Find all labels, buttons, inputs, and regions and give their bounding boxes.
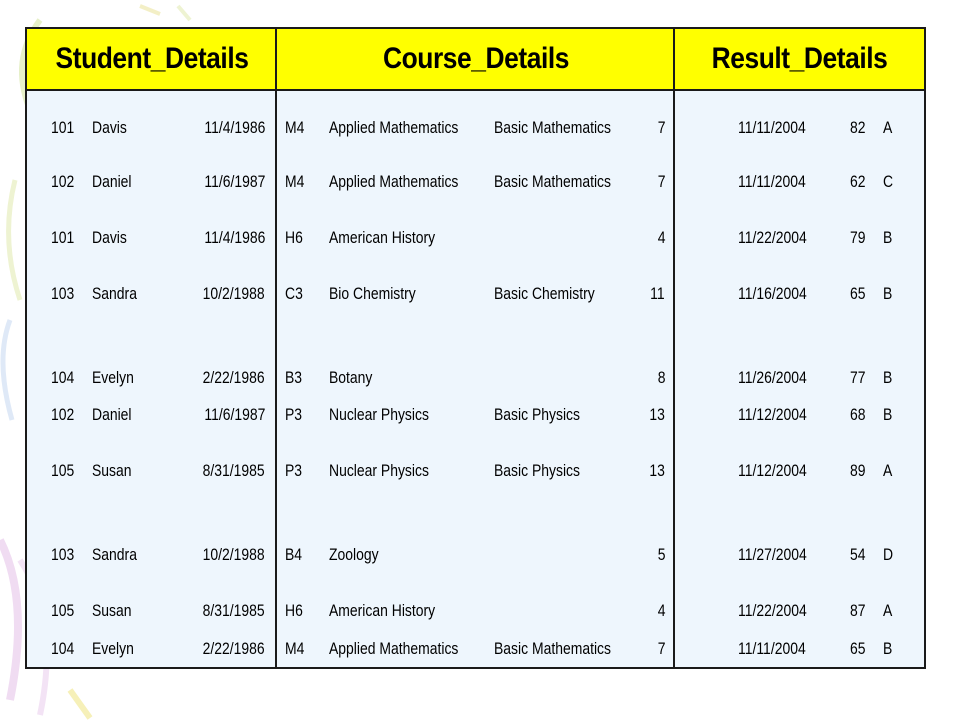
student-name-cell: Daniel: [92, 172, 132, 191]
birth-date-cell: 2/22/1986: [202, 639, 265, 658]
table-row: [27, 116, 924, 140]
table-row: [27, 282, 924, 306]
credits-cell: 7: [657, 118, 665, 137]
credits-cell: 7: [657, 639, 665, 658]
data-table: [25, 27, 926, 669]
birth-date-cell: 11/6/1987: [204, 405, 265, 424]
table-row: [27, 459, 924, 483]
grade-cell: D: [883, 545, 894, 564]
table-row: [27, 637, 924, 661]
grade-cell: B: [883, 405, 893, 424]
course-code-cell: M4: [285, 172, 305, 191]
table-header: [27, 29, 924, 91]
table-row: [27, 543, 924, 567]
student-name-cell: Evelyn: [92, 368, 134, 387]
header-course-details: Course_Details: [382, 42, 570, 75]
prerequisite-cell: Basic Physics: [494, 461, 580, 480]
credits-cell: 5: [657, 545, 665, 564]
student-id-cell: 104: [51, 639, 75, 658]
student-name-cell: Susan: [92, 461, 132, 480]
credits-cell: 7: [657, 172, 665, 191]
student-id-cell: 105: [51, 601, 75, 620]
student-name-cell: Davis: [92, 228, 127, 247]
course-name-cell: American History: [329, 601, 436, 620]
credits-cell: 11: [650, 284, 665, 303]
score-cell: 65: [850, 639, 866, 658]
credits-cell: 4: [657, 228, 665, 247]
result-date-cell: 11/26/2004: [738, 368, 807, 387]
table-row: [27, 599, 924, 623]
birth-date-cell: 8/31/1985: [202, 461, 265, 480]
course-name-cell: Nuclear Physics: [329, 461, 429, 480]
course-code-cell: B4: [285, 545, 303, 564]
grade-cell: B: [883, 284, 893, 303]
birth-date-cell: 11/6/1987: [204, 172, 265, 191]
course-code-cell: M4: [285, 639, 305, 658]
prerequisite-cell: Basic Mathematics: [494, 639, 611, 658]
grade-cell: A: [883, 601, 893, 620]
grade-cell: B: [883, 368, 893, 387]
course-code-cell: M4: [285, 118, 305, 137]
score-cell: 87: [850, 601, 866, 620]
course-code-cell: P3: [285, 461, 303, 480]
header-result-details: Result_Details: [711, 42, 888, 75]
student-id-cell: 101: [51, 228, 75, 247]
grade-cell: B: [883, 639, 893, 658]
credits-cell: 4: [657, 601, 665, 620]
course-code-cell: C3: [285, 284, 303, 303]
prerequisite-cell: Basic Mathematics: [494, 172, 611, 191]
course-code-cell: H6: [285, 228, 303, 247]
prerequisite-cell: Basic Mathematics: [494, 118, 611, 137]
result-date-cell: 11/16/2004: [738, 284, 807, 303]
student-id-cell: 103: [51, 284, 75, 303]
score-cell: 65: [850, 284, 866, 303]
student-id-cell: 103: [51, 545, 75, 564]
score-cell: 89: [850, 461, 866, 480]
result-date-cell: 11/12/2004: [738, 405, 807, 424]
prerequisite-cell: Basic Physics: [494, 405, 580, 424]
header-student-details: Student_Details: [55, 42, 249, 75]
course-name-cell: Nuclear Physics: [329, 405, 429, 424]
score-cell: 68: [850, 405, 866, 424]
result-date-cell: 11/12/2004: [738, 461, 807, 480]
student-id-cell: 105: [51, 461, 75, 480]
student-id-cell: 104: [51, 368, 75, 387]
student-id-cell: 102: [51, 172, 75, 191]
grade-cell: C: [883, 172, 894, 191]
course-name-cell: Applied Mathematics: [329, 172, 459, 191]
course-code-cell: H6: [285, 601, 303, 620]
student-name-cell: Susan: [92, 601, 132, 620]
grade-cell: A: [883, 461, 893, 480]
credits-cell: 13: [649, 461, 665, 480]
student-id-cell: 102: [51, 405, 75, 424]
result-date-cell: 11/11/2004: [738, 639, 806, 658]
table-row: [27, 403, 924, 427]
student-id-cell: 101: [51, 118, 75, 137]
result-date-cell: 11/11/2004: [738, 172, 806, 191]
grade-cell: A: [883, 118, 893, 137]
prerequisite-cell: Basic Chemistry: [494, 284, 595, 303]
birth-date-cell: 11/4/1986: [204, 118, 265, 137]
course-name-cell: Zoology: [329, 545, 379, 564]
table-row: [27, 226, 924, 250]
course-code-cell: P3: [285, 405, 303, 424]
student-name-cell: Daniel: [92, 405, 132, 424]
score-cell: 54: [850, 545, 866, 564]
course-name-cell: American History: [329, 228, 436, 247]
birth-date-cell: 2/22/1986: [202, 368, 265, 387]
result-date-cell: 11/11/2004: [738, 118, 806, 137]
student-name-cell: Sandra: [92, 545, 137, 564]
course-name-cell: Applied Mathematics: [329, 639, 459, 658]
credits-cell: 8: [657, 368, 665, 387]
score-cell: 62: [850, 172, 866, 191]
table-row: [27, 366, 924, 390]
credits-cell: 13: [649, 405, 665, 424]
score-cell: 82: [850, 118, 866, 137]
score-cell: 77: [850, 368, 866, 387]
birth-date-cell: 10/2/1988: [202, 284, 265, 303]
result-date-cell: 11/22/2004: [738, 228, 807, 247]
course-name-cell: Botany: [329, 368, 373, 387]
birth-date-cell: 10/2/1988: [202, 545, 265, 564]
birth-date-cell: 8/31/1985: [202, 601, 265, 620]
course-name-cell: Applied Mathematics: [329, 118, 459, 137]
grade-cell: B: [883, 228, 893, 247]
course-name-cell: Bio Chemistry: [329, 284, 416, 303]
birth-date-cell: 11/4/1986: [204, 228, 265, 247]
student-name-cell: Evelyn: [92, 639, 134, 658]
student-name-cell: Davis: [92, 118, 127, 137]
course-code-cell: B3: [285, 368, 303, 387]
result-date-cell: 11/27/2004: [738, 545, 807, 564]
table-row: [27, 170, 924, 194]
student-name-cell: Sandra: [92, 284, 137, 303]
result-date-cell: 11/22/2004: [738, 601, 807, 620]
score-cell: 79: [850, 228, 866, 247]
